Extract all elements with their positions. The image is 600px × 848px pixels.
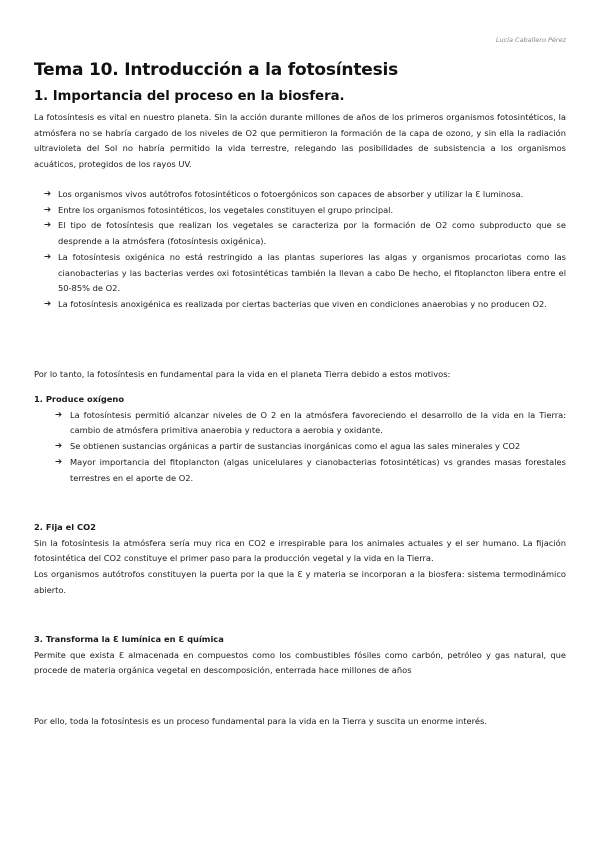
arrow-right-icon: ➔	[44, 251, 52, 262]
final-paragraph: Por ello, toda la fotosíntesis es un proceso fundamental para la vida en la Tierra y suscita un enorme interés.	[34, 716, 487, 726]
author-name: Lucía Caballero Pérez	[495, 36, 566, 44]
paragraph: Permite que exista Ɛ almacenada en compuestos como los combustibles fósiles como carbón, petróleo y gas natural, que procede de materia orgánica vegetal en descomposición, enterrada hace millones de años	[34, 649, 566, 676]
section-heading: 2. Fija el CO2	[34, 522, 96, 532]
paragraph: Sin la fotosíntesis la atmósfera sería muy rica en CO2 e irrespirable para los animales actuales y el ser humano. La fijación fotosintética del CO2 constituye el primer paso para la producción vegetal y la vida en la Tierra.	[34, 537, 566, 564]
arrow-right-icon: ➔	[44, 220, 52, 231]
list-item: ➔ La fotosíntesis oxigénica no está restringido a las plantas superiores las algas y organismos procariotas como las cianobacterias y las bacterias verdes oxi fotosintéticas también la llevan a cabo De hecho, el fitoplancton libera entre el 50-85% de O2.	[44, 251, 566, 294]
section-energy	[34, 632, 566, 679]
arrow-right-icon: ➔	[55, 456, 63, 467]
list-item: ➔ La fotosíntesis permitió alcanzar niveles de O 2 en la atmósfera favoreciendo el desarrollo de la vida en la Tierra: cambio de atmósfera primitiva anaerobia y reductora a aerobia y oxidante.	[55, 409, 566, 436]
list-item: ➔ La fotosíntesis anoxigénica es realizada por ciertas bacterias que viven en condiciones anaerobias y no producen O2.	[34, 297, 566, 313]
arrow-right-icon: ➔	[44, 189, 52, 199]
bullet-list	[34, 187, 566, 313]
list-item: ➔ Se obtienen sustancias orgánicas a partir de sustancias inorgánicas como el agua las sales minerales y CO2	[34, 439, 566, 455]
intro-paragraph: La fotosíntesis es vital en nuestro planeta. Sin la acción durante millones de años de los primeros organismos fotosintéticos, la atmósfera no se habría cargado de los niveles de O2 que permitieron la formación de la capa de ozono, y sin ella la radiación ultravioleta del Sol no habría permitido la vida terrestre, relegando las posibilidades de subsistencia a los organismos acuáticos, protegidos de los rayos UV.	[34, 112, 566, 170]
section-oxygen	[34, 392, 566, 486]
arrow-right-icon: ➔	[55, 441, 63, 452]
section-heading: 1. Produce oxígeno	[34, 394, 125, 404]
paragraph: Los organismos autótrofos constituyen la puerta por la que la Ɛ y materia se incorporan a la biosfera: sistema termodinámico abierto.	[34, 569, 566, 595]
section-heading: 3. Transforma la Ɛ lumínica en Ɛ química	[34, 634, 224, 644]
arrow-right-icon: ➔	[44, 204, 52, 215]
list-item: ➔ Los organismos vivos autótrofos fotosintéticos o fotoergónicos son capaces de absorber y utilizar la Ɛ luminosa.	[34, 187, 566, 203]
arrow-right-icon: ➔	[55, 409, 63, 420]
conclusion-intro: Por lo tanto, la fotosíntesis en fundamental para la vida en el planeta Tierra debido a estos motivos:	[34, 369, 451, 379]
sub-bullet-list	[34, 408, 566, 487]
list-item: ➔ Mayor importancia del fitoplancton (algas unicelulares y cianobacterias fotosintéticas) vs grandes masas forestales terrestres en el aporte de O2.	[55, 456, 566, 483]
section-co2	[34, 520, 566, 599]
section-title: 1. Importancia del proceso en la biosfera.	[34, 89, 345, 104]
page-title: Tema 10. Introducción a la fotosíntesis	[34, 60, 399, 80]
list-item: ➔ El tipo de fotosíntesis que realizan los vegetales se caracteriza por la formación de O2 como subproducto que se desprende a la atmósfera (fotosíntesis oxigénica).	[44, 220, 566, 247]
list-item: ➔ Entre los organismos fotosintéticos, los vegetales constituyen el grupo principal.	[34, 203, 566, 219]
arrow-right-icon: ➔	[44, 298, 52, 309]
